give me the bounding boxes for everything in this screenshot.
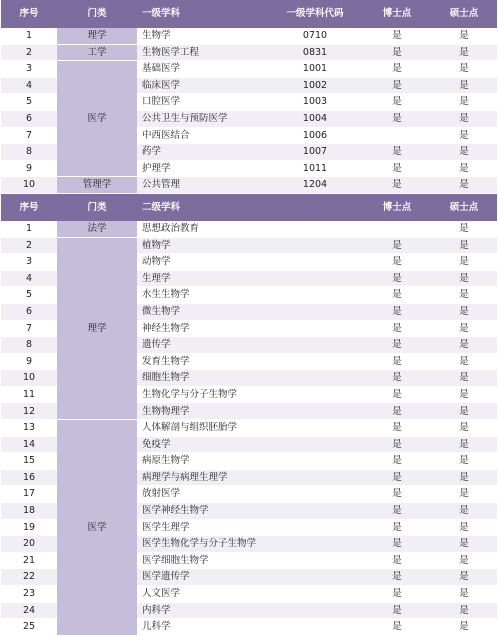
row-no: 24 <box>1 602 57 619</box>
subject-cell: 病理学与病理生理学 <box>137 469 363 486</box>
master-cell: 是 <box>431 420 497 437</box>
subject-cell: 生物医学工程 <box>137 44 267 61</box>
master-cell: 是 <box>431 469 497 486</box>
master-cell: 是 <box>431 177 497 194</box>
category-cell: 理学 <box>57 28 137 44</box>
code-cell: 1011 <box>267 160 363 177</box>
subject-cell: 细胞生物学 <box>137 370 363 387</box>
row-no: 8 <box>1 337 57 354</box>
phd-cell: 是 <box>363 177 431 194</box>
phd-cell: 是 <box>363 420 431 437</box>
row-no: 23 <box>1 586 57 603</box>
subject-cell: 中西医结合 <box>137 127 267 144</box>
subject-cell: 临床医学 <box>137 77 267 94</box>
master-cell: 是 <box>431 44 497 61</box>
phd-cell: 是 <box>363 337 431 354</box>
row-no: 11 <box>1 386 57 403</box>
header-category: 门类 <box>57 0 137 28</box>
row-no: 3 <box>1 254 57 271</box>
master-cell: 是 <box>431 436 497 453</box>
master-cell: 是 <box>431 552 497 569</box>
row-no: 7 <box>1 127 57 144</box>
second-level-discipline-table <box>1 194 497 636</box>
master-cell: 是 <box>431 536 497 553</box>
phd-cell: 是 <box>363 436 431 453</box>
category-cell: 医学 <box>57 61 137 177</box>
code-cell: 1001 <box>267 61 363 78</box>
row-no: 10 <box>1 370 57 387</box>
table-row <box>1 221 497 237</box>
master-cell: 是 <box>431 61 497 78</box>
row-no: 18 <box>1 503 57 520</box>
subject-cell: 发育生物学 <box>137 353 363 370</box>
row-no: 8 <box>1 144 57 161</box>
row-no: 5 <box>1 287 57 304</box>
row-no: 14 <box>1 436 57 453</box>
row-no: 19 <box>1 519 57 536</box>
master-cell: 是 <box>431 303 497 320</box>
subject-cell: 医学细胞生物学 <box>137 552 363 569</box>
phd-cell: 是 <box>363 386 431 403</box>
phd-cell: 是 <box>363 61 431 78</box>
subject-cell: 微生物学 <box>137 303 363 320</box>
table-row <box>1 237 497 254</box>
subject-cell: 公共卫生与预防医学 <box>137 110 267 127</box>
phd-cell: 是 <box>363 403 431 420</box>
category-cell: 工学 <box>57 44 137 61</box>
header-phd: 博士点 <box>363 194 431 221</box>
header-subject: 二级学科 <box>137 194 363 221</box>
header-no: 序号 <box>1 0 57 28</box>
phd-cell: 是 <box>363 569 431 586</box>
code-cell: 1003 <box>267 94 363 111</box>
phd-cell: 是 <box>363 353 431 370</box>
subject-cell: 神经生物学 <box>137 320 363 337</box>
master-cell: 是 <box>431 110 497 127</box>
phd-cell: 是 <box>363 160 431 177</box>
code-cell: 1204 <box>267 177 363 194</box>
row-no: 3 <box>1 61 57 78</box>
row-no: 15 <box>1 453 57 470</box>
header-code: 一级学科代码 <box>267 0 363 28</box>
subject-cell: 免疫学 <box>137 436 363 453</box>
phd-cell: 是 <box>363 370 431 387</box>
subject-cell: 生物学 <box>137 28 267 44</box>
row-no: 2 <box>1 237 57 254</box>
row-no: 9 <box>1 160 57 177</box>
header-master: 硕士点 <box>431 194 497 221</box>
master-cell: 是 <box>431 160 497 177</box>
master-cell: 是 <box>431 221 497 237</box>
row-no: 10 <box>1 177 57 194</box>
master-cell: 是 <box>431 602 497 619</box>
header-master: 硕士点 <box>431 0 497 28</box>
category-cell: 医学 <box>57 420 137 636</box>
master-cell: 是 <box>431 370 497 387</box>
table-row <box>1 44 497 61</box>
subject-cell: 生理学 <box>137 270 363 287</box>
phd-cell: 是 <box>363 602 431 619</box>
subject-cell: 动物学 <box>137 254 363 271</box>
phd-cell: 是 <box>363 619 431 636</box>
header-no: 序号 <box>1 194 57 221</box>
subject-cell: 基础医学 <box>137 61 267 78</box>
phd-cell: 是 <box>363 110 431 127</box>
code-cell: 0831 <box>267 44 363 61</box>
row-no: 6 <box>1 303 57 320</box>
phd-cell: 是 <box>363 519 431 536</box>
master-cell: 是 <box>431 486 497 503</box>
master-cell: 是 <box>431 94 497 111</box>
subject-cell: 儿科学 <box>137 619 363 636</box>
table-row <box>1 28 497 44</box>
header-category: 门类 <box>57 194 137 221</box>
master-cell: 是 <box>431 320 497 337</box>
subject-cell: 遗传学 <box>137 337 363 354</box>
table-row <box>1 420 497 437</box>
phd-cell <box>363 127 431 144</box>
master-cell: 是 <box>431 403 497 420</box>
row-no: 6 <box>1 110 57 127</box>
row-no: 17 <box>1 486 57 503</box>
subject-cell: 病原生物学 <box>137 453 363 470</box>
master-cell: 是 <box>431 386 497 403</box>
code-cell: 1002 <box>267 77 363 94</box>
table-header-row <box>1 0 497 28</box>
phd-cell: 是 <box>363 254 431 271</box>
phd-cell: 是 <box>363 586 431 603</box>
phd-cell: 是 <box>363 287 431 304</box>
master-cell: 是 <box>431 337 497 354</box>
code-cell: 1006 <box>267 127 363 144</box>
phd-cell: 是 <box>363 44 431 61</box>
phd-cell: 是 <box>363 320 431 337</box>
row-no: 25 <box>1 619 57 636</box>
category-cell: 法学 <box>57 221 137 237</box>
subject-cell: 内科学 <box>137 602 363 619</box>
code-cell: 1004 <box>267 110 363 127</box>
category-cell: 管理学 <box>57 177 137 194</box>
subject-cell: 公共管理 <box>137 177 267 194</box>
phd-cell: 是 <box>363 237 431 254</box>
subject-cell: 医学生物化学与分子生物学 <box>137 536 363 553</box>
subject-cell: 医学生理学 <box>137 519 363 536</box>
code-cell: 0710 <box>267 28 363 44</box>
phd-cell: 是 <box>363 453 431 470</box>
subject-cell: 护理学 <box>137 160 267 177</box>
row-no: 21 <box>1 552 57 569</box>
phd-cell: 是 <box>363 28 431 44</box>
code-cell: 1007 <box>267 144 363 161</box>
master-cell: 是 <box>431 453 497 470</box>
row-no: 20 <box>1 536 57 553</box>
subject-cell: 药学 <box>137 144 267 161</box>
row-no: 1 <box>1 221 57 237</box>
phd-cell: 是 <box>363 536 431 553</box>
row-no: 22 <box>1 569 57 586</box>
row-no: 2 <box>1 44 57 61</box>
phd-cell: 是 <box>363 469 431 486</box>
phd-cell: 是 <box>363 94 431 111</box>
subject-cell: 医学遗传学 <box>137 569 363 586</box>
row-no: 5 <box>1 94 57 111</box>
subject-cell: 水生生物学 <box>137 287 363 304</box>
row-no: 4 <box>1 270 57 287</box>
subject-cell: 人文医学 <box>137 586 363 603</box>
phd-cell: 是 <box>363 503 431 520</box>
first-level-discipline-table <box>1 0 497 194</box>
row-no: 13 <box>1 420 57 437</box>
phd-cell: 是 <box>363 552 431 569</box>
master-cell: 是 <box>431 270 497 287</box>
subject-cell: 思想政治教育 <box>137 221 363 237</box>
phd-cell: 是 <box>363 144 431 161</box>
subject-cell: 医学神经生物学 <box>137 503 363 520</box>
master-cell: 是 <box>431 569 497 586</box>
subject-cell: 放射医学 <box>137 486 363 503</box>
phd-cell: 是 <box>363 77 431 94</box>
subject-cell: 植物学 <box>137 237 363 254</box>
master-cell: 是 <box>431 519 497 536</box>
master-cell: 是 <box>431 254 497 271</box>
master-cell: 是 <box>431 353 497 370</box>
master-cell: 是 <box>431 287 497 304</box>
master-cell: 是 <box>431 127 497 144</box>
master-cell: 是 <box>431 144 497 161</box>
master-cell: 是 <box>431 619 497 636</box>
phd-cell: 是 <box>363 270 431 287</box>
row-no: 7 <box>1 320 57 337</box>
master-cell: 是 <box>431 77 497 94</box>
phd-cell: 是 <box>363 486 431 503</box>
master-cell: 是 <box>431 237 497 254</box>
row-no: 9 <box>1 353 57 370</box>
master-cell: 是 <box>431 586 497 603</box>
header-subject: 一级学科 <box>137 0 267 28</box>
table-row <box>1 61 497 78</box>
table-row <box>1 177 497 194</box>
row-no: 16 <box>1 469 57 486</box>
phd-cell <box>363 221 431 237</box>
subject-cell: 口腔医学 <box>137 94 267 111</box>
category-cell: 理学 <box>57 237 137 420</box>
row-no: 1 <box>1 28 57 44</box>
header-phd: 博士点 <box>363 0 431 28</box>
subject-cell: 人体解剖与组织胚胎学 <box>137 420 363 437</box>
master-cell: 是 <box>431 503 497 520</box>
subject-cell: 生物物理学 <box>137 403 363 420</box>
master-cell: 是 <box>431 28 497 44</box>
subject-cell: 生物化学与分子生物学 <box>137 386 363 403</box>
row-no: 4 <box>1 77 57 94</box>
row-no: 12 <box>1 403 57 420</box>
table-header-row <box>1 194 497 221</box>
phd-cell: 是 <box>363 303 431 320</box>
